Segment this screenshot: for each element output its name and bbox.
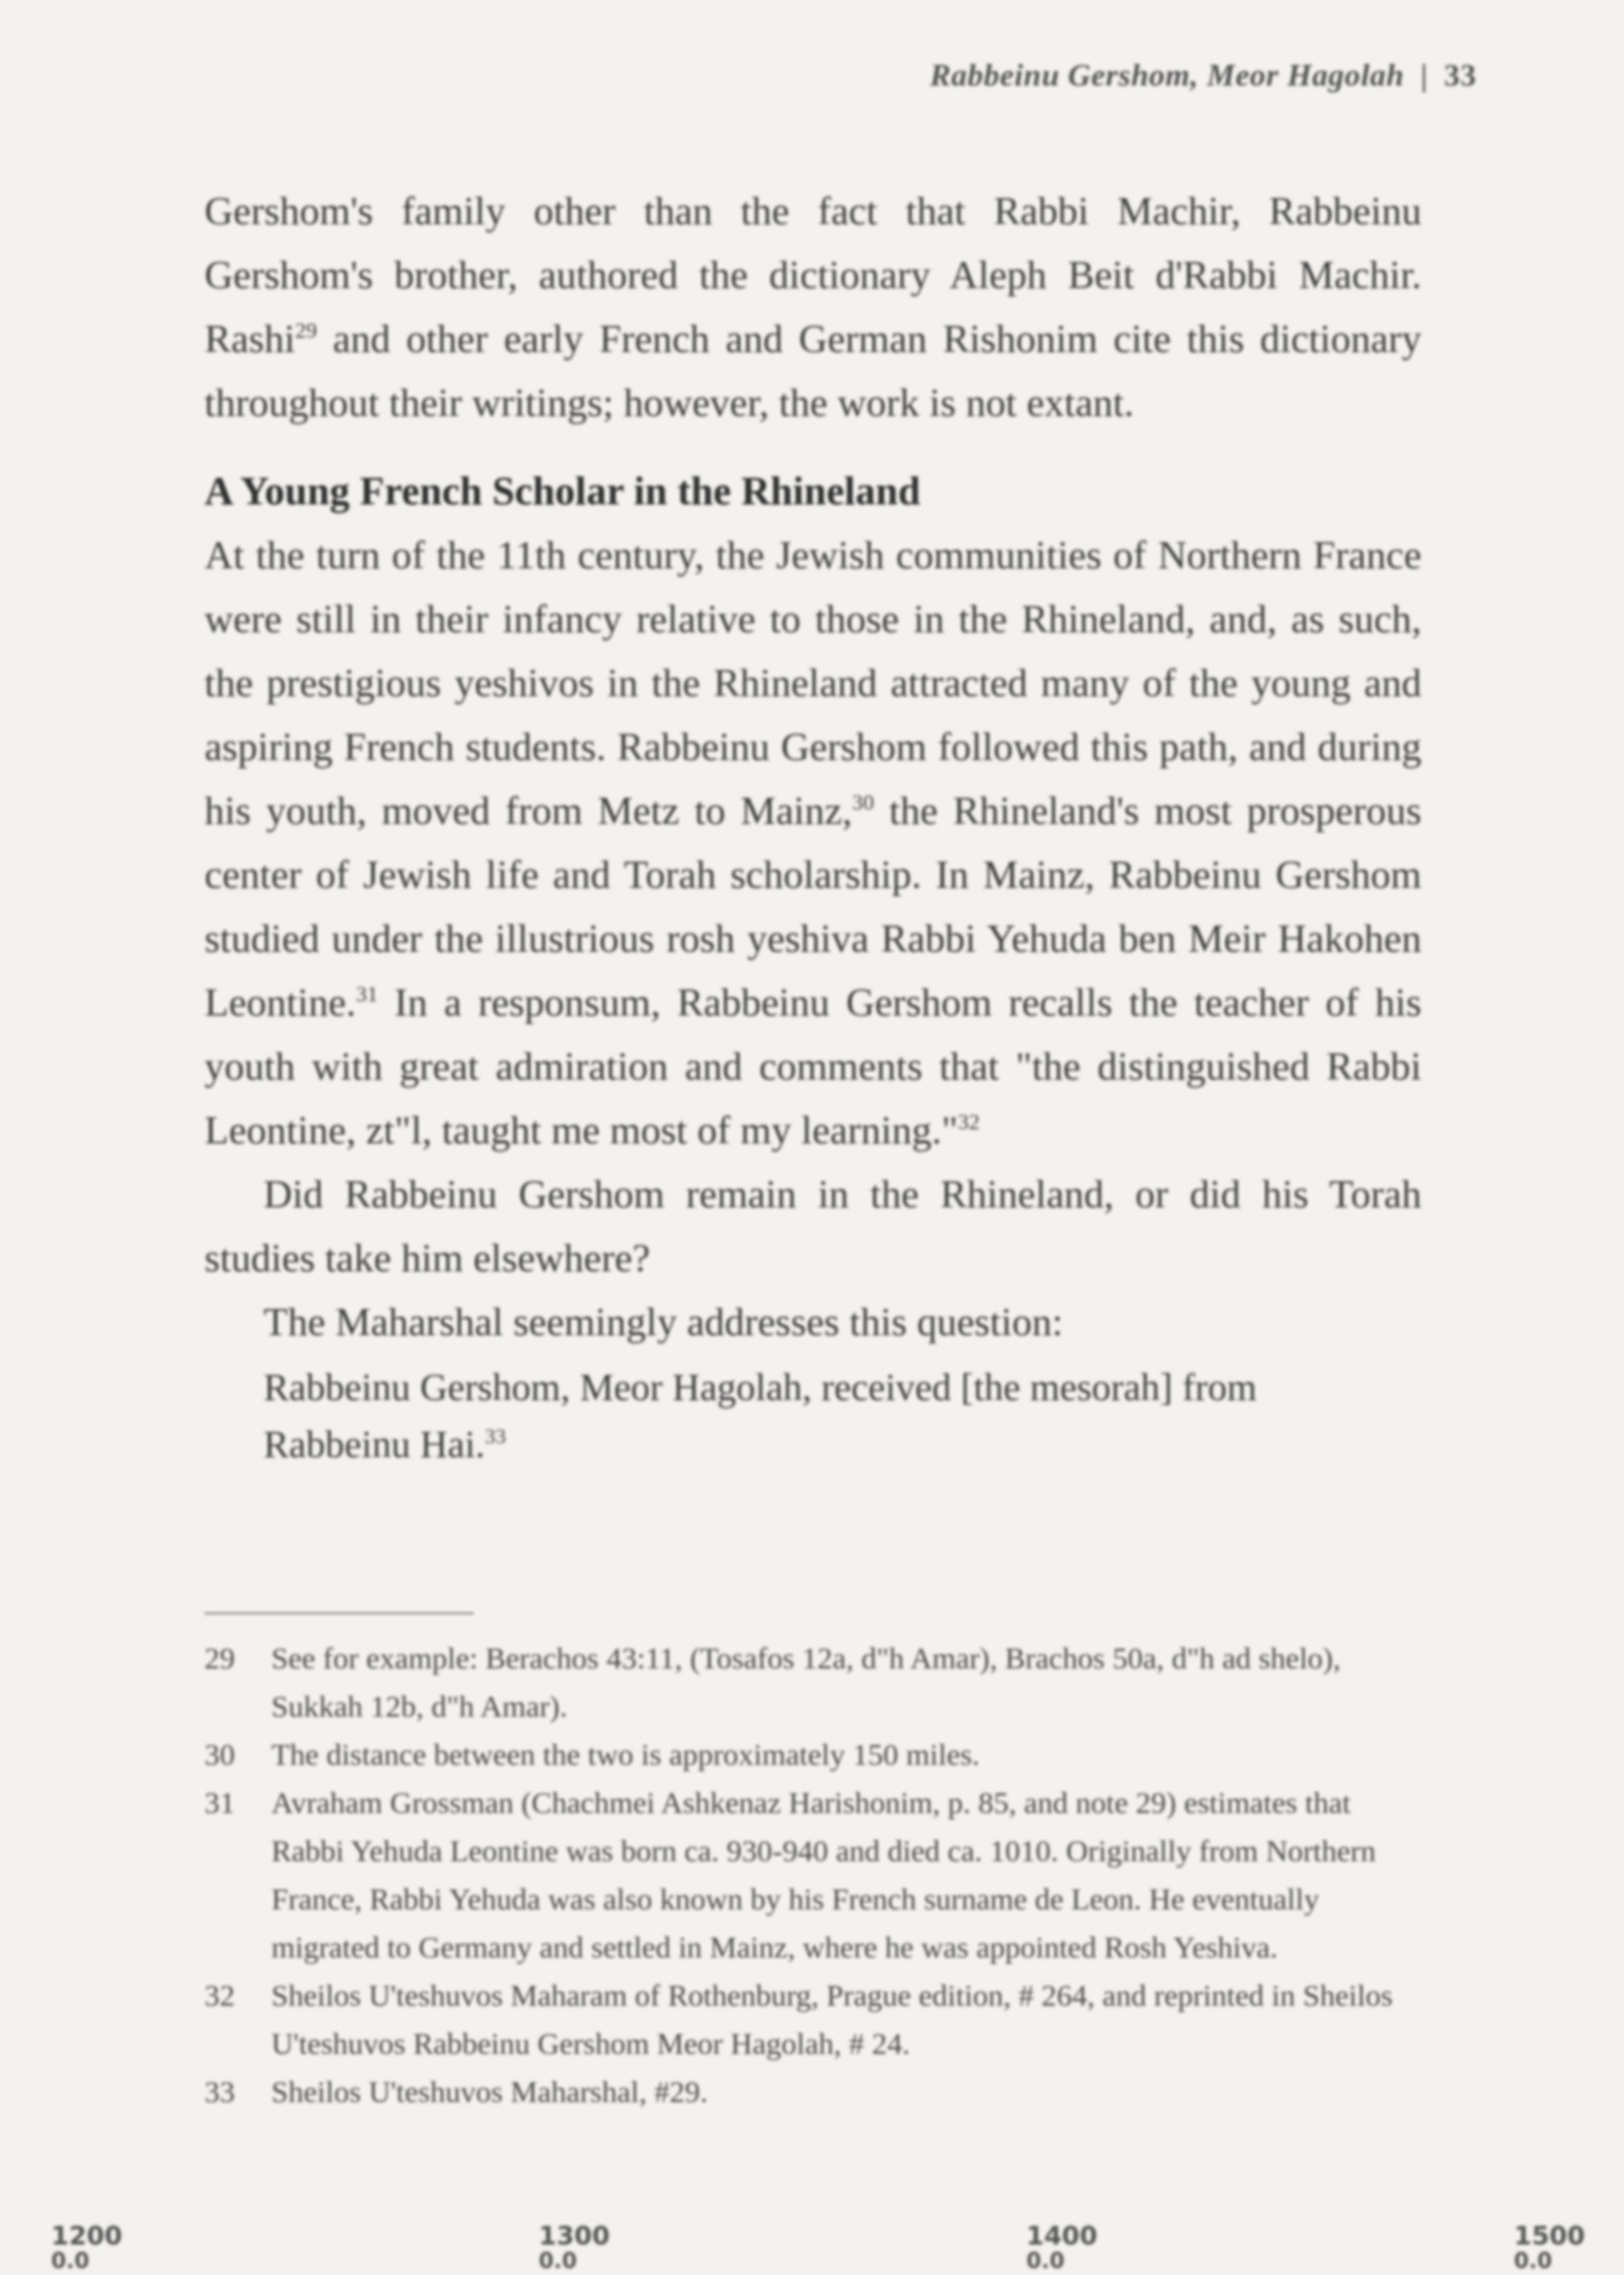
running-head [930, 57, 1477, 93]
ruler-tick-label: 1300 [539, 2222, 610, 2251]
footnote-ref-30[interactable]: 30 [851, 789, 875, 815]
footnote [204, 1971, 1414, 2068]
paragraph-2 [204, 523, 1421, 1162]
footnote-ref-32[interactable]: 32 [957, 1109, 980, 1135]
footnotes [204, 1634, 1414, 2116]
paragraph-1-end: and other early French and German Rishonim cite this dictionary throughout their writings; however, the work is not extant. [204, 317, 1421, 425]
ruler-tick-sub: 0.0 [539, 2249, 577, 2274]
ruler-tick-sub: 0.0 [1514, 2249, 1552, 2274]
block-quote [263, 1360, 1374, 1474]
running-head-title: Rabbeinu Gershom, Meor Hagolah [929, 57, 1405, 92]
footnote-number: 30 [204, 1737, 235, 1772]
bottom-ruler [0, 2224, 1624, 2274]
ruler-tick [539, 2224, 609, 2275]
running-head-separator: | [1420, 57, 1428, 92]
paragraph-2-text: At the turn of the 11th century, the Jewish communities of Northern France were still in their infancy relative to those in the Rhineland, and, as such, the prestigious yeshivos in the Rhineland attracted many of the young and aspiring French students. Rabbeinu Gershom followed this path, and during his youth, moved from Metz to Mainz, [204, 533, 1421, 833]
block-quote-text: Rabbeinu Gershom, Meor Hagolah, received [the mesorah] from Rabbeinu Hai. [263, 1367, 1257, 1466]
paragraph-4: The Maharshal seemingly addresses this question: [263, 1300, 1064, 1344]
paragraph-3: Did Rabbeinu Gershom remain in the Rhineland, or did his Torah studies take him elsewhere? [204, 1172, 1421, 1280]
ruler-tick [1514, 2224, 1585, 2275]
footnote-ref-31[interactable]: 31 [356, 981, 378, 1007]
section-heading: A Young French Scholar in the Rhineland [204, 468, 921, 513]
ruler-tick-label: 1200 [51, 2222, 123, 2251]
footnote-text: Sheilos U'teshuvos Maharshal, #29. [271, 2074, 708, 2109]
footnote-text: The distance between the two is approximately 150 miles. [271, 1737, 980, 1772]
ruler-tick-sub: 0.0 [1026, 2249, 1065, 2274]
body-text [204, 179, 1421, 1474]
footnote-number: 33 [204, 2074, 235, 2109]
footnote-ref-33[interactable]: 33 [485, 1425, 506, 1448]
paragraph-1 [204, 179, 1421, 435]
ruler-tick-label: 1500 [1514, 2222, 1586, 2251]
ruler-tick-sub: 0.0 [51, 2249, 89, 2274]
paragraph-1-text: Gershom's family other than the fact that Rabbi Machir, Rabbeinu Gershom's brother, authored the dictionary Aleph Beit d'Rabbi Machir. Rashi [204, 189, 1421, 361]
footnote [204, 1779, 1414, 1971]
footnote-text: Sheilos U'teshuvos Maharam of Rothenburg, Prague edition, # 264, and reprinted in Sheilos U'teshuvos Rabbeinu Gershom Meor Hagolah, # 24. [271, 1978, 1393, 2061]
footnote-number: 29 [204, 1641, 235, 1675]
ruler-tick [1026, 2224, 1097, 2275]
footnote-number: 31 [204, 1785, 235, 1820]
ruler-tick-label: 1400 [1026, 2222, 1098, 2251]
paragraph-2-mid: the Rhineland's most prosperous center of Jewish life and Torah scholarship. In Mainz, Rabbeinu Gershom studied under the illustrious rosh yeshiva Rabbi Yehuda ben Meir Hakohen Leontine. [204, 788, 1421, 1024]
footnote-text: Avraham Grossman (Chachmei Ashkenaz Harishonim, p. 85, and note 29) estimates that Rabbi Yehuda Leontine was born ca. 930-940 and died ca. 1010. Originally from Northern France, Rabbi Yehuda was also known by his French surname de Leon. He eventually migrated to Germany and settled in Mainz, where he was appointed Rosh Yeshiva. [271, 1785, 1376, 1964]
footnote-number: 32 [204, 1978, 235, 2012]
ruler-tick [51, 2224, 122, 2275]
paragraph-2-end: In a responsum, Rabbeinu Gershom recalls the teacher of his youth with great admiration and comments that "the distinguished Rabbi Leontine, zt"l, taught me most of my learning." [204, 980, 1421, 1152]
footnote-text: See for example: Berachos 43:11, (Tosafos 12a, d"h Amar), Brachos 50a, d"h ad shelo), Sukkah 12b, d"h Amar). [271, 1641, 1341, 1723]
footnote-ref-29[interactable]: 29 [295, 318, 318, 343]
page-number: 33 [1444, 57, 1477, 92]
footnote [204, 2068, 1414, 2116]
footnote [204, 1730, 1414, 1779]
footnote [204, 1634, 1414, 1730]
footnote-rule [204, 1612, 474, 1614]
